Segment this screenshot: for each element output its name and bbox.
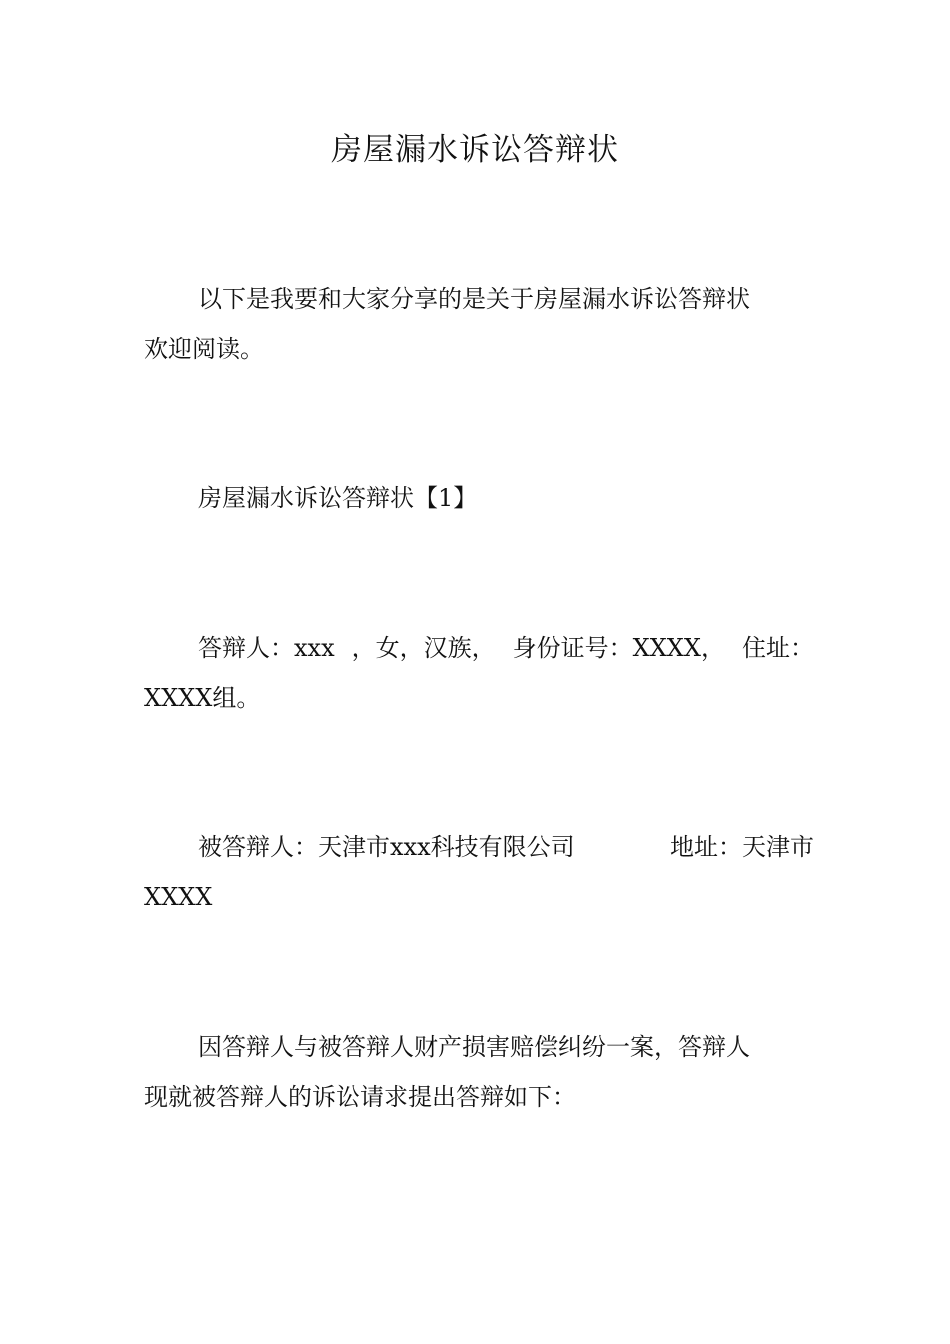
intro-line-1: 以下是我要和大家分享的是关于房屋漏水诉讼答辩状 (198, 285, 750, 313)
respondent-id-number: 身份证号：XXXX， (512, 634, 725, 662)
plaintiff-line-1 (198, 822, 814, 872)
plaintiff-address-label: 地址：天津市 (670, 833, 814, 861)
section-heading (144, 473, 814, 523)
respondent-line-1 (198, 623, 814, 673)
statement-paragraph (144, 1022, 814, 1122)
respondent-address-label: 住址： (742, 634, 814, 662)
statement-line-1: 因答辩人与被答辩人财产损害赔偿纠纷一案，答辩人 (198, 1033, 750, 1061)
document-title: 房屋漏水诉讼答辩状 (331, 132, 619, 168)
statement-line-2: 现就被答辩人的诉讼请求提出答辩如下： (144, 1083, 576, 1111)
section-heading-text: 房屋漏水诉讼答辩状【1】 (198, 484, 478, 512)
respondent-gender-ethnicity: ，女，汉族， (351, 634, 496, 662)
plaintiff-paragraph (144, 822, 814, 922)
intro-paragraph (144, 274, 814, 374)
plaintiff-name: 被答辩人：天津市xxx科技有限公司 (198, 833, 575, 861)
intro-line-2: 欢迎阅读。 (144, 335, 264, 363)
respondent-paragraph (144, 623, 814, 723)
respondent-line-2: XXXX组。 (144, 684, 261, 712)
respondent-name: 答辩人：xxx (198, 634, 335, 662)
plaintiff-line-2: XXXX (144, 883, 213, 911)
